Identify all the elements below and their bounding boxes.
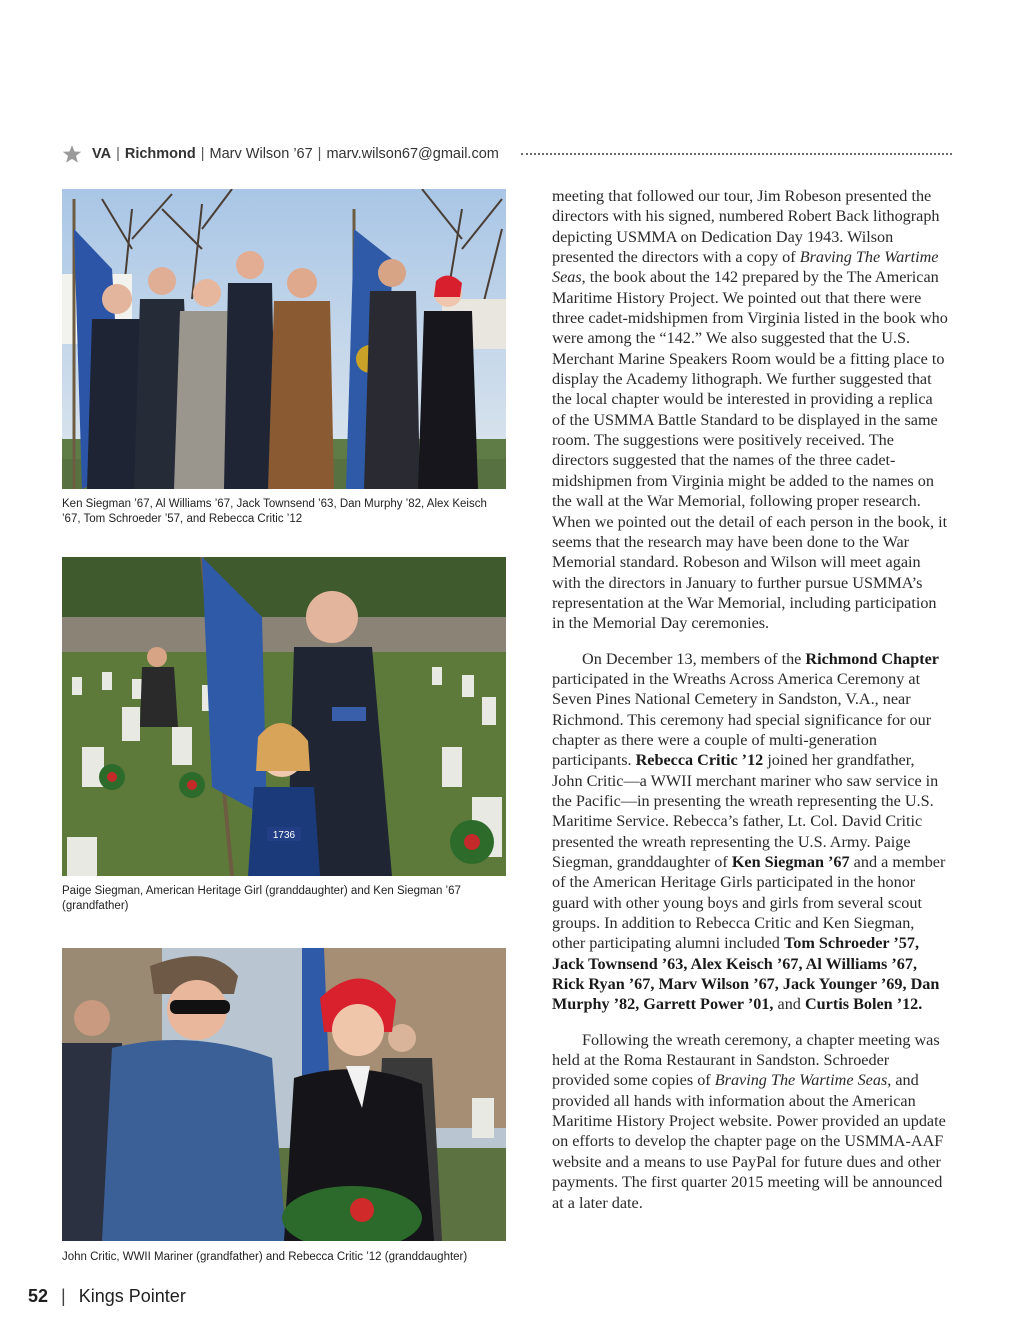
chapter-label: Richmond xyxy=(124,146,196,162)
author-name: Marv Wilson ’67 xyxy=(209,146,313,162)
wreath-photo xyxy=(62,948,506,1241)
dotted-rule xyxy=(521,153,952,155)
publication-name: Kings Pointer xyxy=(78,1286,186,1306)
page-footer xyxy=(28,1286,186,1307)
section-header xyxy=(62,143,952,165)
state-label: VA xyxy=(92,146,112,162)
chapter-name: Richmond Chapter xyxy=(805,649,939,668)
alumni-name: Curtis Bolen ’12. xyxy=(804,995,923,1014)
cemetery-photo xyxy=(62,557,506,876)
book-title: Braving The Wartime Seas xyxy=(714,1071,888,1090)
photo-caption: John Critic, WWII Mariner (grandfather) and Rebecca Critic ’12 (granddaughter) xyxy=(62,1251,468,1263)
star-icon xyxy=(62,144,82,164)
alumni-name: Rebecca Critic ’12 xyxy=(635,751,764,770)
page-number: 52 xyxy=(28,1286,49,1306)
separator: | xyxy=(200,146,205,162)
group-photo xyxy=(62,189,506,489)
separator: | xyxy=(116,146,120,162)
alumni-list: Tom Schroeder ’57, Jack Townsend ’63, Alex Keisch ’67, Al Williams ’67, Rick Ryan ’67, Marv Wilson ’67, Jack Younger ’69, Dan Murphy ’82, Garrett Power ’01, xyxy=(552,934,940,1014)
article-paragraph: Following the wreath ceremony, a chapter meeting was held at the Roma Restaurant in Sandston. Schroeder provided some copies of Braving The Wartime Seas, and provided all hands with information about the American Maritime History Project website. Power provided an update on efforts to develop the chapter page on the USMMA-AAF website and a means to use PayPal for future dues and other payments. The first quarter 2015 meeting will be announced at a later date. xyxy=(552,1030,946,1212)
separator: | xyxy=(61,1286,66,1306)
book-title: Braving The Wartime Seas xyxy=(552,248,939,287)
author-email[interactable]: marv.wilson67@gmail.com xyxy=(326,146,499,162)
article-paragraph: meeting that followed our tour, Jim Robeson presented the directors with his signed, numbered Robert Back lithograph depicting USMMA on Dedication Day 1943. Wilson presented the directors with a copy of Braving The Wartime Seas, the book about the 142 prepared by the The American Maritime History Project. We pointed out that there were three cadet-midshipmen from Virginia listed in the book who were among the “142.” We also suggested that the U.S. Merchant Marine Speakers Room would be a fitting place to display the Academy lithograph. We further suggested that the local chapter would be interested in providing a replica of the USMMA Battle Standard to be displayed in the same room. The suggestions were positively received. The directors suggested that the names of the three cadet-midshipmen from Virginia might be added to the names on the wall at the War Memorial, following proper research. When we pointed out the detail of each person in the book, it seems that the research may have been done to the War Memorial standard. Robeson and Wilson will meet again with the directors in January to further pursue USMMA’s representation at the War Memorial, including participation in the Memorial Day ceremonies. xyxy=(552,187,948,633)
vest-number: 1736 xyxy=(272,830,296,841)
article-paragraph: On December 13, members of the Richmond Chapter participated in the Wreaths Across America Ceremony at Seven Pines National Cemetery in Sandston, V.A., near Richmond. This ceremony had special significance for our chapter as there were a couple of multi-generation participants. Rebecca Critic ’12 joined her grandfather, John Critic—a WWII merchant mariner who saw service in the Pacific—in presenting the wreath representing the U.S. Maritime Service. Rebecca’s father, Lt. Col. David Critic presented the wreath representing the U.S. Army. Paige Siegman, granddaughter of Ken Siegman ’67 and a member of the American Heritage Girls participated in the honor guard with other young boys and girls from several scout groups. In addition to Rebecca Critic and Ken Siegman, other participating alumni included Tom Schroeder ’57, Jack Townsend ’63, Alex Keisch ’67, Al Williams ’67, Rick Ryan ’67, Marv Wilson ’67, Jack Younger ’69, Dan Murphy ’82, Garrett Power ’01, and Curtis Bolen ’12. xyxy=(552,649,946,1014)
photo-caption: Paige Siegman, American Heritage Girl (granddaughter) and Ken Siegman ’67 (grandfather) xyxy=(62,885,461,912)
photo-caption: Ken Siegman ’67, Al Williams ’67, Jack Townsend ’63, Dan Murphy ’82, Alex Keisch ’67, Tom Schroeder ’57, and Rebecca Critic ’12 xyxy=(62,498,487,525)
separator: | xyxy=(317,146,322,162)
article-column xyxy=(552,186,948,1228)
alumni-name: Ken Siegman ’67 xyxy=(731,853,850,871)
